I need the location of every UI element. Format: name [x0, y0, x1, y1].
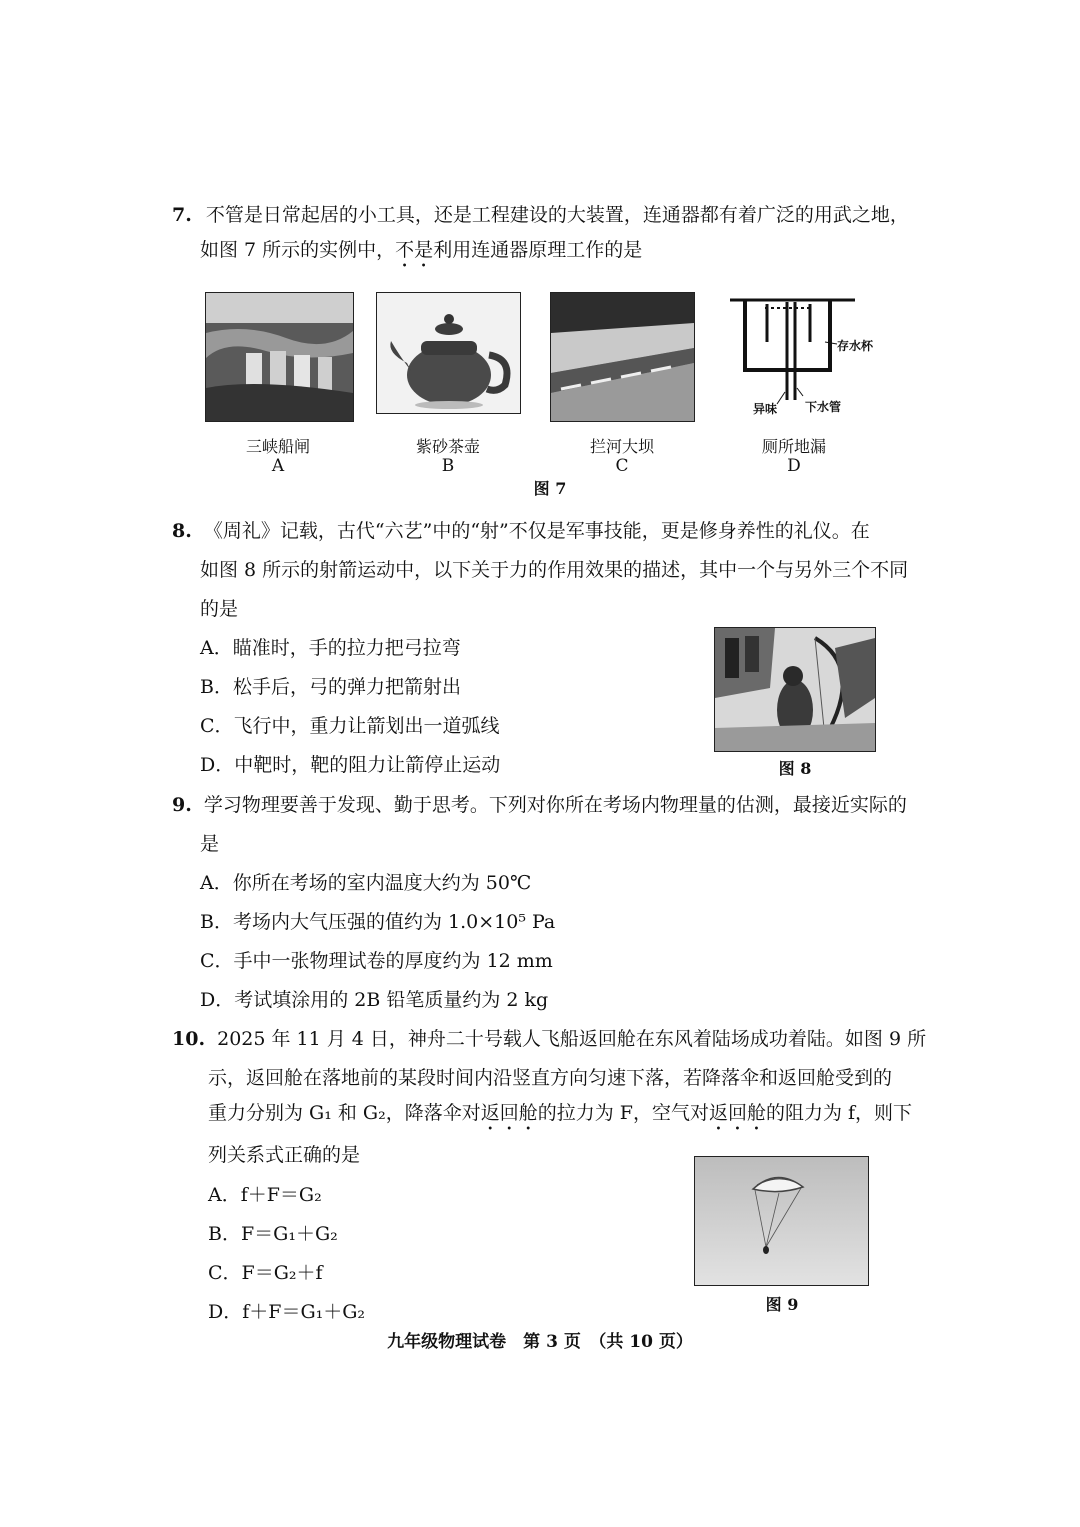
q10-line3: 重力分别为 G₁ 和 G₂，降落伞对返回舱的拉力为 F，空气对返回舱的阻力为 f，则下	[208, 1102, 913, 1124]
q9-option-b: B．考场内大气压强的值约为 1.0×10⁵ Pa	[200, 911, 556, 933]
q9-option-c: C．手中一张物理试卷的厚度约为 12 mm	[200, 950, 553, 972]
figure-9-label: 图 9	[765, 1295, 799, 1314]
figure-8-archery	[714, 627, 876, 752]
q8-line1: 8. 《周礼》记载，古代“六艺”中的“射”不仅是军事技能，更是修身养性的礼仪。在	[172, 520, 870, 542]
letter-c: C	[615, 456, 629, 476]
q9-option-d: D．考试填涂用的 2B 铅笔质量约为 2 kg	[200, 989, 549, 1011]
q8-number: 8.	[172, 520, 192, 542]
q7-number: 7.	[172, 204, 192, 226]
letter-b: B	[441, 456, 455, 476]
letter-a: A	[271, 456, 285, 476]
q10-number: 10.	[172, 1028, 206, 1050]
caption-c: 拦河大坝	[589, 437, 654, 456]
q8-option-d: D．中靶时，靶的阻力让箭停止运动	[200, 754, 501, 776]
q10-option-a: A．f＋F＝G₂	[208, 1184, 322, 1206]
label-smell: 异味	[753, 402, 778, 416]
q7-line2: 如图 7 所示的实例中，不是利用连通器原理工作的是	[200, 239, 643, 261]
figure-7-label: 图 7	[533, 479, 567, 498]
q9-line2: 是	[200, 833, 220, 855]
q7-line1: 7. 不管是日常起居的小工具，还是工程建设的大装置，连通器都有着广泛的用武之地，	[172, 204, 909, 226]
q8-option-c: C．飞行中，重力让箭划出一道弧线	[200, 715, 500, 737]
figure-7c-dam	[550, 292, 695, 422]
page-footer: 九年级物理试卷 第 3 页 （共 10 页）	[387, 1332, 693, 1352]
q9-line1: 9. 学习物理要善于发现、勤于思考。下列对你所在考场内物理量的估测，最接近实际的	[172, 794, 907, 816]
q9-number: 9.	[172, 794, 192, 816]
q7-emphasis: 不是	[395, 239, 434, 261]
figure-7b-teapot	[376, 292, 521, 414]
caption-d: 厕所地漏	[761, 437, 826, 456]
q8-option-a: A．瞄准时，手的拉力把弓拉弯	[200, 637, 461, 659]
figure-8-label: 图 8	[778, 759, 812, 778]
q10-line4: 列关系式正确的是	[208, 1144, 361, 1166]
label-cup: 存水杯	[837, 339, 874, 353]
label-pipe: 下水管	[805, 400, 842, 414]
q10-line2: 示，返回舱在落地前的某段时间内沿竖直方向匀速下落，若降落伞和返回舱受到的	[208, 1067, 893, 1089]
q8-option-b: B．松手后，弓的弹力把箭射出	[200, 676, 461, 698]
q10-option-b: B．F＝G₁＋G₂	[208, 1223, 338, 1245]
letter-d: D	[787, 456, 801, 476]
figure-7a-three-gorges-lock	[205, 292, 354, 422]
q9-option-a: A．你所在考场的室内温度大约为 50℃	[200, 872, 532, 894]
caption-b: 紫砂茶壶	[415, 437, 480, 456]
q8-line3: 的是	[200, 598, 239, 620]
q8-line2: 如图 8 所示的射箭运动中，以下关于力的作用效果的描述，其中一个与另外三个不同	[200, 559, 909, 581]
q10-option-c: C．F＝G₂＋f	[208, 1262, 323, 1284]
q10-line1: 10. 2025 年 11 月 4 日，神舟二十号载人飞船返回舱在东风着陆场成功着陆。如图 9 所	[172, 1028, 927, 1050]
q10-option-d: D．f＋F＝G₁＋G₂	[208, 1301, 366, 1323]
figure-9-parachute	[694, 1156, 869, 1286]
figure-7d-floor-drain	[725, 292, 885, 420]
caption-a: 三峡船闸	[245, 437, 310, 456]
